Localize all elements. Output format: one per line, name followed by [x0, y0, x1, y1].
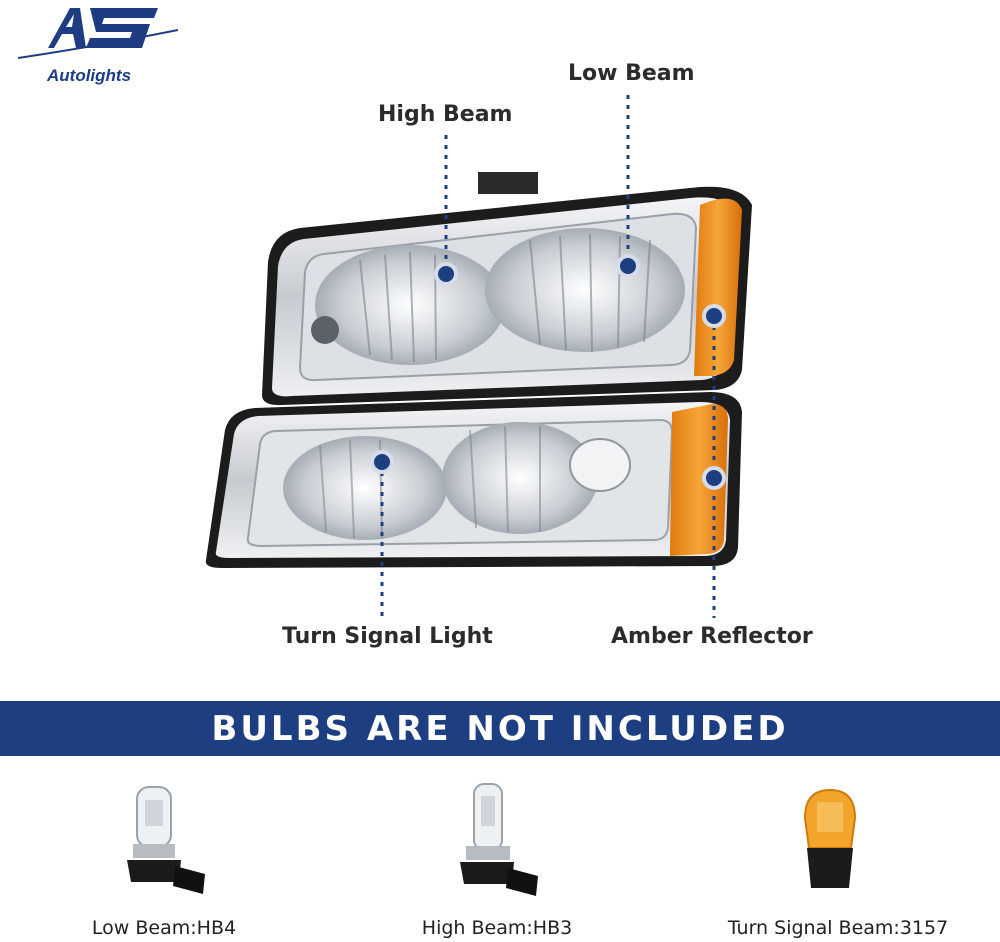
- banner-text: BULBS ARE NOT INCLUDED: [211, 708, 789, 749]
- turn-signal-marker: [372, 452, 392, 472]
- callout-turn-signal: Turn Signal Light: [282, 624, 493, 649]
- callout-high-beam: High Beam: [378, 102, 513, 127]
- bulb-label-low-beam: Low Beam:HB4: [91, 917, 237, 939]
- low-beam-marker: [618, 256, 638, 276]
- brand-name: Autolights: [47, 66, 132, 85]
- amber-top-marker: [704, 306, 724, 326]
- bulb-label-turn-signal: Turn Signal Beam:3157: [727, 917, 949, 939]
- amber-reflector-marker: [704, 468, 724, 488]
- callout-low-beam: Low Beam: [568, 61, 695, 86]
- callout-amber-reflector: Amber Reflector: [611, 624, 813, 649]
- bulb-label-high-beam: High Beam:HB3: [421, 917, 573, 939]
- high-beam-marker: [436, 264, 456, 284]
- 3157-amber-bulb-icon: [795, 788, 865, 898]
- bulbs-not-included-banner: [0, 701, 1000, 756]
- hb4-bulb-icon: [115, 782, 215, 902]
- hb3-bulb-icon: [450, 782, 550, 902]
